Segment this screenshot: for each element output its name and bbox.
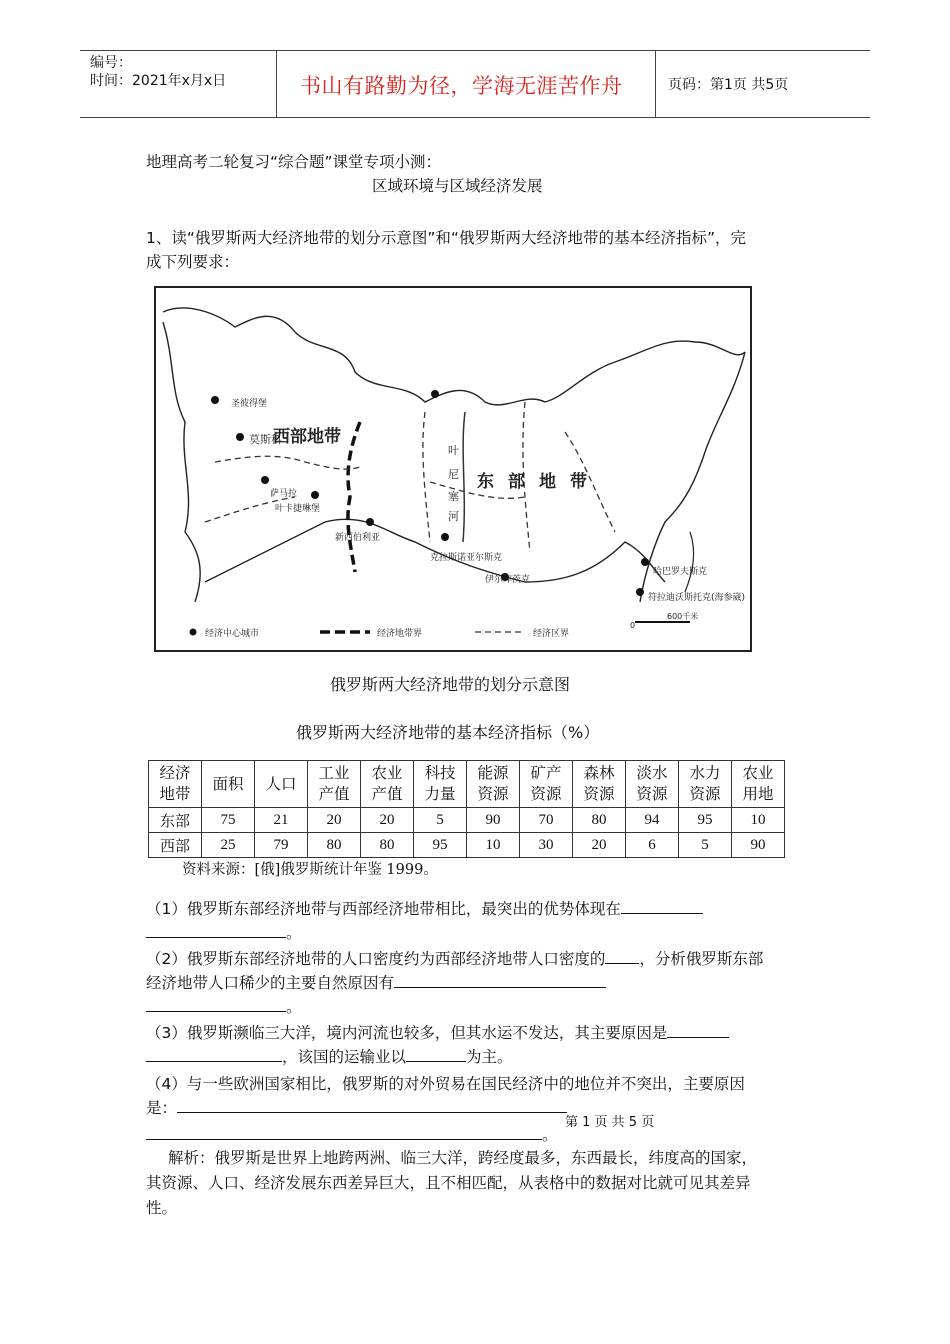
city-dot-khabarovsk: [641, 558, 649, 566]
cell-east-agriculture: 20: [361, 808, 414, 833]
header-time: 时间：2021年x月x日: [90, 73, 227, 89]
answer-blank-2b[interactable]: [394, 973, 606, 988]
th-freshwater: 淡水 资源: [626, 761, 679, 808]
legend-scale-zero: 0: [630, 621, 636, 630]
city-dot-st-petersburg: [211, 396, 219, 404]
cell-east-minerals: 70: [520, 808, 573, 833]
title-line2: 区域环境与区域经济发展: [372, 177, 543, 195]
header-divider-left: [276, 50, 277, 117]
answer-blank-3a[interactable]: [667, 1023, 729, 1038]
map-caption: 俄罗斯两大经济地带的划分示意图: [330, 675, 571, 694]
header-divider-right: [655, 50, 656, 117]
question-2-line3: [146, 995, 302, 1019]
question-4-text-a: （4）与一些欧洲国家相比，俄罗斯的对外贸易在国民经济中的地位并不突出，主要原因: [146, 1075, 745, 1093]
question-2-line2: [146, 971, 606, 995]
analysis-line2: 其资源、人口、经济发展东西差异巨大，且不相匹配，从表格中的数据对比就可见其差异: [146, 1174, 751, 1192]
question-2-text-a: （2）俄罗斯东部经济地带的人口密度约为西部经济地带人口密度的: [146, 950, 606, 968]
cell-east-hydropower: 95: [679, 808, 732, 833]
header-number: 编号：: [90, 55, 132, 71]
question-4-line2: [146, 1096, 567, 1120]
cell-west-hydropower: 5: [679, 833, 732, 858]
question-1: [146, 897, 703, 921]
city-dot-samara: [261, 476, 269, 484]
question-3-text-a: （3）俄罗斯濒临三大洋，境内河流也较多，但其水运不发达，其主要原因是: [146, 1024, 668, 1042]
label-yekaterinburg: 叶卡捷琳堡: [275, 504, 321, 514]
legend-scale-label: 600千米: [667, 612, 699, 621]
legend-city-dot: [190, 629, 197, 636]
question-4-text-b: 是：: [146, 1099, 178, 1117]
city-dot-yekaterinburg: [311, 491, 319, 499]
question1-intro-line1: 1、读“俄罗斯两大经济地带的划分示意图”和“俄罗斯两大经济地带的基本经济指标”，完: [146, 229, 746, 247]
label-vladivostok: 符拉迪沃斯托克(海参崴): [648, 593, 746, 603]
question-1-cont: [146, 921, 302, 945]
label-east-belt: 东部地带: [477, 472, 601, 492]
cell-east-forest: 80: [573, 808, 626, 833]
cell-west-technology: 95: [414, 833, 467, 858]
cell-east-population: 21: [255, 808, 308, 833]
th-industry: 工业 产值: [308, 761, 361, 808]
cell-west-industry: 80: [308, 833, 361, 858]
question-3-text-c: 为主。: [466, 1048, 513, 1066]
header-bottom-rule: [80, 117, 870, 118]
label-irkutsk: 伊尔库茨克: [485, 575, 531, 585]
cell-east-freshwater: 94: [626, 808, 679, 833]
label-novosibirsk: 新西伯利亚: [335, 533, 381, 543]
answer-blank-2a[interactable]: [605, 949, 639, 964]
answer-blank-4b[interactable]: [146, 1125, 542, 1140]
label-moscow: 莫斯科: [249, 433, 282, 446]
answer-blank-3b[interactable]: [146, 1047, 282, 1062]
question-4: [146, 1072, 745, 1096]
header-page: 页码：第1页 共5页: [668, 77, 789, 93]
question-1-end: 。: [286, 924, 302, 942]
cell-east-technology: 5: [414, 808, 467, 833]
cell-west-population: 79: [255, 833, 308, 858]
table-source: 资料来源：[俄]俄罗斯统计年鉴 1999。: [182, 862, 438, 878]
indicator-table: [148, 760, 785, 858]
footer-page-number: 第 1 页 共 5 页: [565, 1115, 655, 1130]
th-agriculture: 农业 产值: [361, 761, 414, 808]
question-3-line2: [146, 1045, 513, 1069]
label-yenisei-2: 尼: [448, 468, 459, 481]
city-dot-novosibirsk: [366, 518, 374, 526]
label-west-belt: 西部地带: [273, 427, 341, 447]
question-4-end: 。: [542, 1126, 558, 1144]
label-yenisei-4: 河: [448, 510, 459, 523]
label-yenisei-1: 叶: [448, 444, 459, 457]
header-motto: 书山有路勤为径，学海无涯苦作舟: [300, 74, 623, 98]
th-technology: 科技 力量: [414, 761, 467, 808]
city-dot-moscow: [236, 433, 244, 441]
table-row-west: [149, 833, 785, 858]
cell-west-farmland: 90: [732, 833, 785, 858]
russia-economic-belts-map: [145, 282, 765, 658]
question-2-end: 。: [286, 998, 302, 1016]
cell-west-freshwater: 6: [626, 833, 679, 858]
answer-blank-1a[interactable]: [621, 899, 703, 914]
answer-blank-1b[interactable]: [146, 923, 286, 938]
question-2: [146, 947, 763, 971]
th-belt: 经济 地带: [149, 761, 202, 808]
title-line1: 地理高考二轮复习“综合题”课堂专项小测：: [146, 153, 442, 171]
city-dot-vladivostok: [636, 588, 644, 596]
question-3: [146, 1021, 729, 1045]
th-hydropower: 水力 资源: [679, 761, 732, 808]
cell-west-area: 25: [202, 833, 255, 858]
header-top-rule: [80, 50, 870, 51]
question1-intro-line2: 成下列要求：: [146, 253, 240, 271]
table-caption: 俄罗斯两大经济地带的基本经济指标（%）: [296, 723, 600, 742]
question-3-text-b: ，该国的运输业以: [282, 1048, 407, 1066]
th-area: 面积: [202, 761, 255, 808]
th-farmland: 农业 用地: [732, 761, 785, 808]
analysis-line3: 性。: [146, 1199, 178, 1217]
th-minerals: 矿产 资源: [520, 761, 573, 808]
answer-blank-4a[interactable]: [177, 1098, 567, 1113]
cell-east-energy: 90: [467, 808, 520, 833]
legend-belt-label: 经济地带界: [377, 629, 423, 639]
answer-blank-3c[interactable]: [406, 1047, 466, 1062]
table-row-east: [149, 808, 785, 833]
legend-city-label: 经济中心城市: [205, 629, 260, 639]
city-dot-krasnoyarsk: [441, 533, 449, 541]
cell-west-name: 西部: [149, 833, 202, 858]
label-khabarovsk: 哈巴罗夫斯克: [653, 567, 708, 577]
cell-east-area: 75: [202, 808, 255, 833]
label-krasnoyarsk: 克拉斯诺亚尔斯克: [430, 553, 503, 563]
label-samara: 萨马拉: [270, 489, 298, 499]
cell-east-industry: 20: [308, 808, 361, 833]
legend-region-label: 经济区界: [533, 629, 570, 639]
label-st-petersburg: 圣彼得堡: [231, 399, 268, 409]
cell-east-farmland: 10: [732, 808, 785, 833]
cell-west-agriculture: 80: [361, 833, 414, 858]
table-header-row: [149, 761, 785, 808]
answer-blank-2c[interactable]: [146, 997, 286, 1012]
city-dot-norilsk: [431, 390, 439, 398]
cell-west-forest: 20: [573, 833, 626, 858]
cell-west-energy: 10: [467, 833, 520, 858]
question-4-line3: [146, 1123, 558, 1147]
question-2-text-c: 经济地带人口稀少的主要自然原因有: [146, 974, 395, 992]
cell-east-name: 东部: [149, 808, 202, 833]
question-1-text: （1）俄罗斯东部经济地带与西部经济地带相比，最突出的优势体现在: [146, 900, 621, 918]
label-yenisei-3: 塞: [448, 490, 459, 503]
analysis-line1: 解析：俄罗斯是世界上地跨两洲、临三大洋，跨经度最多，东西最长，纬度高的国家，: [168, 1149, 758, 1167]
cell-west-minerals: 30: [520, 833, 573, 858]
th-forest: 森林 资源: [573, 761, 626, 808]
th-population: 人口: [255, 761, 308, 808]
th-energy: 能源 资源: [467, 761, 520, 808]
question-2-text-b: ，分析俄罗斯东部: [639, 950, 764, 968]
